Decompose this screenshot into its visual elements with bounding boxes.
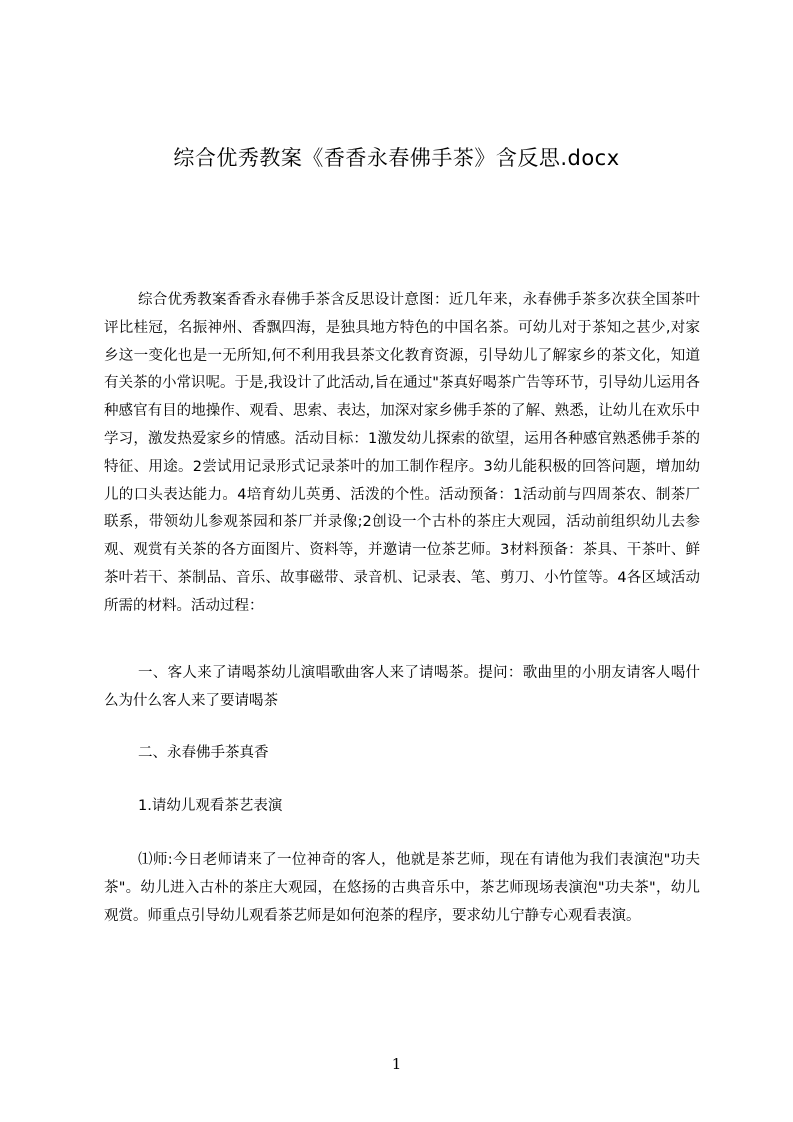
section-2-heading: 二、永春佛手茶真香 — [138, 745, 269, 761]
page-number: 1 — [391, 1055, 402, 1073]
section-1-paragraph: 一、客人来了请喝茶幼儿演唱歌曲客人来了请喝茶。提问：歌曲里的小朋友请客人喝什么为什么客人来了要请喝茶 — [104, 665, 700, 709]
point-1-paragraph: ⑴师:今日老师请来了一位神奇的客人，他就是茶艺师，现在有请他为我们表演泡"功夫茶"。幼儿进入古朴的茶庄大观园，在悠扬的古典音乐中，茶艺师现场表演泡"功夫茶"，幼儿观赏。师重点引导幼儿观看茶艺师是如何泡茶的程序，要求幼儿宁静专心观看表演。 — [104, 852, 700, 924]
document-title: 综合优秀教案《香香永春佛手茶》含反思.docx — [173, 146, 620, 170]
subsection-1-heading: 1.请幼儿观看茶艺表演 — [138, 798, 283, 814]
intro-paragraph: 综合优秀教案香香永春佛手茶含反思设计意图：近几年来，永春佛手茶多次获全国茶叶评比桂冠，名振神州、香飘四海，是独具地方特色的中国名茶。可幼儿对于茶知之甚少,对家乡这一变化也是一无所知,何不利用我县茶文化教育资源，引导幼儿了解家乡的茶文化，知道有关茶的小常识呢。于是,我设计了此活动,旨在通过"茶真好喝茶广告等环节，引导幼儿运用各种感官有目的地操作、观看、思索、表达，加深对家乡佛手茶的了解、熟悉，让幼儿在欢乐中学习，激发热爱家乡的情感。活动目标：1激发幼儿探索的欲望，运用各种感官熟悉佛手茶的特征、用途。2尝试用记录形式记录茶叶的加工制作程序。3幼儿能积极的回答问题，增加幼儿的口头表达能力。4培育幼儿英勇、活泼的个性。活动预备：1活动前与四周茶农、制茶厂联系，带领幼儿参观茶园和茶厂并录像;2创设一个古朴的茶庄大观园，活动前组织幼儿去参观、观赏有关茶的各方面图片、资料等，并邀请一位茶艺师。3材料预备：茶具、干茶叶、鲜茶叶若干、茶制品、音乐、故事磁带、录音机、记录表、笔、剪刀、小竹筐等。4各区域活动所需的材料。活动过程： — [104, 292, 700, 614]
